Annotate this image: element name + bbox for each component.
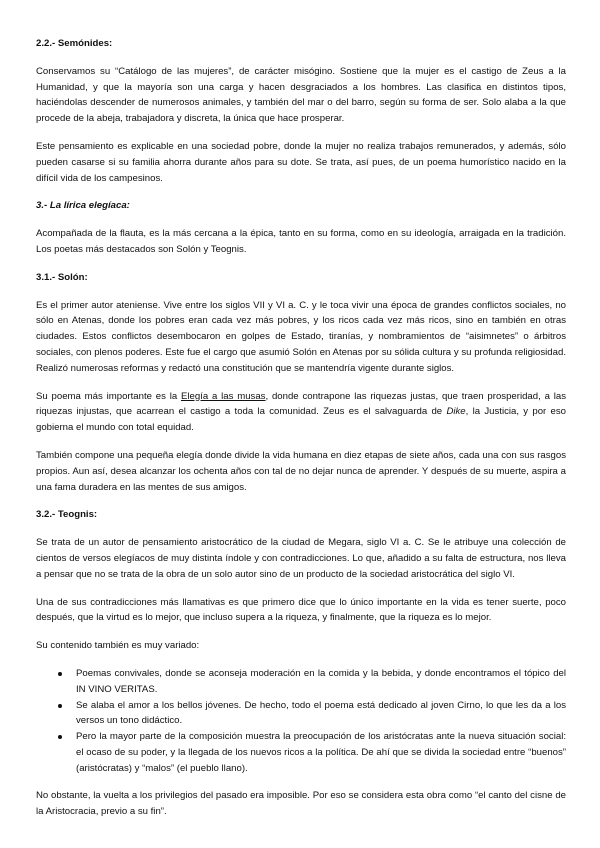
paragraph-teognis-conclusion: No obstante, la vuelta a los privilegios del pasado era imposible. Por eso se considera esta obra como “el canto del cisne de la Aristocracia, previo a su fin”.: [36, 790, 566, 818]
text-run: , donde contrapone las riquezas justas, que traen prosperidad, a las riquezas injustas, que acarrean el castigo a toda la comunidad. Zeus es el salvaguarda de: [36, 390, 566, 418]
bullet-icon: [58, 735, 62, 739]
bullet-list-contenido: [36, 666, 566, 777]
section-heading-teognis: 3.2.- Teognis:: [36, 509, 98, 521]
list-item-text: Poemas convivales, donde se aconseja moderación en la comida y la bebida, y donde encontramos el tópico del IN VINO VERITAS.: [76, 667, 566, 695]
list-item: [36, 666, 566, 698]
paragraph-solon-biografia: Es el primer autor ateniense. Vive entre los siglos VII y VI a. C. y le toca vivir una época de grandes conflictos sociales, no sólo en Atenas, donde los pobres eran cada vez más pobres, y los ricos cada vez más ricos, sino en también en otras ciudades. Estos conflictos desembocaron en golpes de Estado, tiranías, y nombramientos de “aisimnetes” o árbitros sociales, con plenos poderes. Este fue el cargo que asumió Solón en Atenas por su sólida cultura y su profunda religiosidad. Realizó numerosas reformas y redactó una constitución que se mantendría vigente durante siglos.: [36, 299, 566, 374]
list-item-text: Se alaba el amor a los bellos jóvenes. De hecho, todo el poema está dedicado al joven Cirno, lo que les da a los versos un tono didáctico.: [76, 699, 566, 727]
section-heading-lirica-elegiaca: 3.- La lírica elegíaca:: [36, 200, 130, 212]
bullet-icon: [58, 704, 62, 708]
paragraph-teognis-autor: Se trata de un autor de pensamiento aristocrático de la ciudad de Megara, siglo VI a. C. Se le atribuye una colección de cientos de versos elegíacos de muy distinta índole y con contradicciones. Lo que, añadido a su falta de estructura, nos lleva a pensar que no se trata de la obra de un solo autor sino de un producto de la sociedad aristocrática del siglo VI.: [36, 537, 566, 580]
section-heading-semonides: 2.2.- Semónides:: [36, 38, 113, 49]
list-item-text: Pero la mayor parte de la composición muestra la preocupación de los aristócratas ante la nueva situación social: el ocaso de su poder, y la llegada de los nuevos ricos a la política. De ahí que se divida la sociedad entre “buenos” (aristócratas) y “malos” (el pueblo llano).: [76, 731, 566, 774]
text-run: , la Justicia, y por eso gobierna el mundo con total equidad.: [36, 406, 566, 434]
text-run: Su poema más importante es la: [36, 390, 181, 402]
list-item: [36, 698, 566, 730]
paragraph-solon-etapas: También compone una pequeña elegía donde divide la vida humana en diez etapas de siete años, cada una con sus rasgos propios. Aun así, desea alcanzar los ochenta años con tal de no dejar nunca de aprender. Y después de su muerte, aspira a una fama duradera en las mentes de sus amigos.: [36, 449, 566, 493]
paragraph-semonides-catalogo: Conservamos su “Catálogo de las mujeres”, de carácter misógino. Sostiene que la mujer es el castigo de Zeus a la Humanidad, y que la mayoría son una carga y hacen desgraciados a los hombres. Las clasifica en distintos tipos, haciéndolas descender de numerosos animales, y también del mar o del barro, según su forma de ser. Solo alaba a la que procede de la abeja, trabajadora y discreta, la única que hace prosperar.: [36, 65, 566, 125]
section-heading-solon: 3.1.- Solón:: [36, 271, 88, 283]
elegia-musas-title: Elegía a las musas: [180, 390, 266, 402]
paragraph-teognis-contenido: Su contenido también es muy variado:: [36, 640, 200, 652]
paragraph-solon-elegia: [36, 389, 566, 436]
paragraph-teognis-contradicciones: Una de sus contradicciones más llamativas es que primero dice que lo único importante en la vida es tener suerte, poco después, que la virtud es lo mejor, que incluso supera a la riqueza, y finalmente, que la riqueza es lo mejor.: [36, 596, 566, 624]
paragraph-semonides-explicacion: Este pensamiento es explicable en una sociedad pobre, donde la mujer no realiza trabajos remunerados, y además, sólo pueden casarse si su familia ahorra durante años para su dote. Se trata, así pues, de un poema humorístico nacido en la difícil vida de los campesinos.: [36, 140, 566, 184]
dike-term: Dike: [446, 406, 466, 418]
paragraph-lirica-elegiaca: Acompañada de la flauta, es la más cercana a la épica, tanto en su forma, como en su ideología, arraigada en la tradición. Los poetas más destacados son Solón y Teognis.: [36, 228, 566, 255]
list-item: [36, 729, 566, 776]
bullet-icon: [58, 672, 62, 676]
